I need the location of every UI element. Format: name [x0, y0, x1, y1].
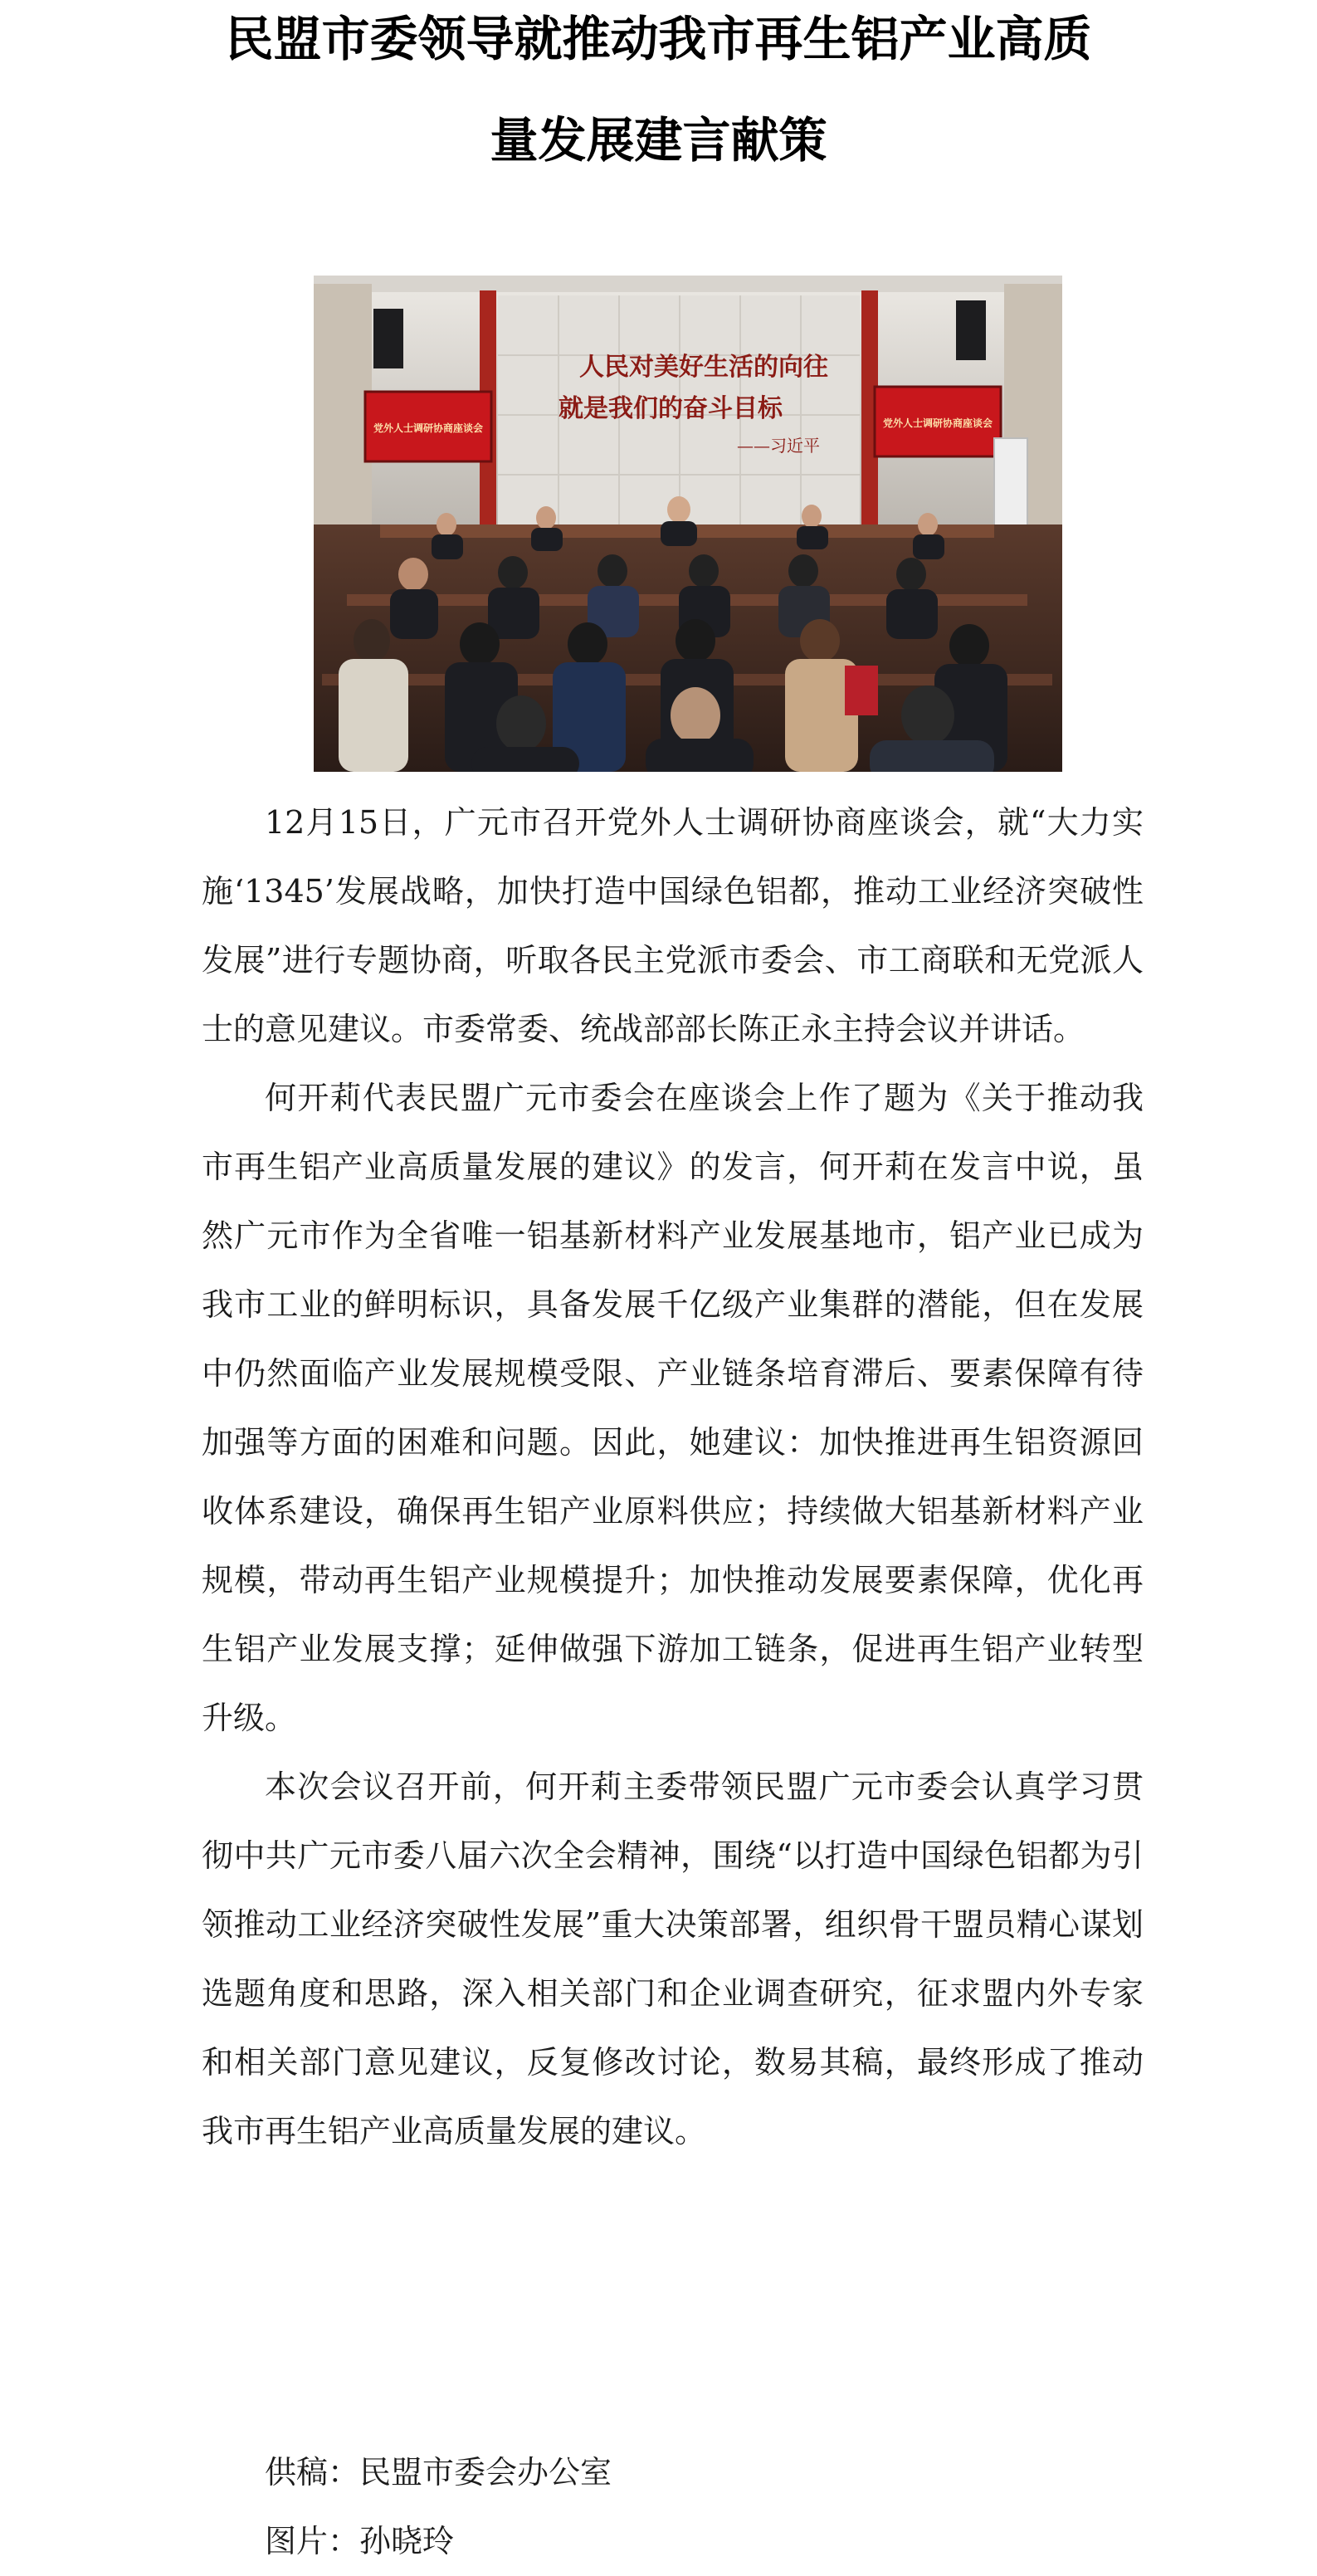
- paragraph-3: 本次会议召开前，何开莉主委带领民盟广元市委会认真学习贯彻中共广元市委八届六次全会精神，围绕“以打造中国绿色铝都为引领推动工业经济突破性发展”重大决策部署，组织骨干盟员精心谋划选题角度和思路，深入相关部门和企业调查研究，征求盟内外专家和相关部门意见建议，反复修改讨论，数易其稿，最终形成了推动我市再生铝产业高质量发展的建议。: [202, 1769, 1144, 2149]
- meeting-photo: [314, 276, 1062, 772]
- paragraph-2: 何开莉代表民盟广元市委会在座谈会上作了题为《关于推动我市再生铝产业高质量发展的建议》的发言，何开莉在发言中说，虽然广元市作为全省唯一铝基新材料产业发展基地市，铝产业已成为我市工业的鲜明标识，具备发展千亿级产业集群的潜能，但在发展中仍然面临产业发展规模受限、产业链条培育滞后、要素保障有待加强等方面的困难和问题。因此，她建议：加快推进再生铝资源回收体系建设，确保再生铝产业原料供应；持续做大铝基新材料产业规模，带动再生铝产业规模提升；加快推动发展要素保障，优化再生铝产业发展支撑；延伸做强下游加工链条，促进再生铝产业转型升级。: [202, 1080, 1144, 1736]
- article-credits: [202, 2438, 612, 2576]
- article-title-line-1: 民盟市委领导就推动我市再生铝产业高质: [225, 11, 1092, 67]
- article-title-line-2: 量发展建言献策: [490, 112, 827, 168]
- banner-left-text: 党外人士调研协商座谈会: [373, 422, 484, 434]
- credit-photo: 图片：孙晓玲: [265, 2523, 455, 2559]
- article-body: [202, 788, 1144, 2166]
- slogan-line-2: 就是我们的奋斗目标: [559, 394, 783, 423]
- credit-source: 供稿：民盟市委会办公室: [265, 2454, 612, 2491]
- slogan-line-1: 人民对美好生活的向往: [579, 353, 828, 382]
- banner-right-text: 党外人士调研协商座谈会: [882, 417, 993, 429]
- paragraph-1: 12月15日，广元市召开党外人士调研协商座谈会，就“大力实施‘1345’发展战略，加快打造中国绿色铝都，推动工业经济突破性发展”进行专题协商，听取各民主党派市委会、市工商联和无党派人士的意见建议。市委常委、统战部部长陈正永主持会议并讲话。: [202, 804, 1144, 1047]
- slogan-signature: ——习近平: [737, 436, 820, 456]
